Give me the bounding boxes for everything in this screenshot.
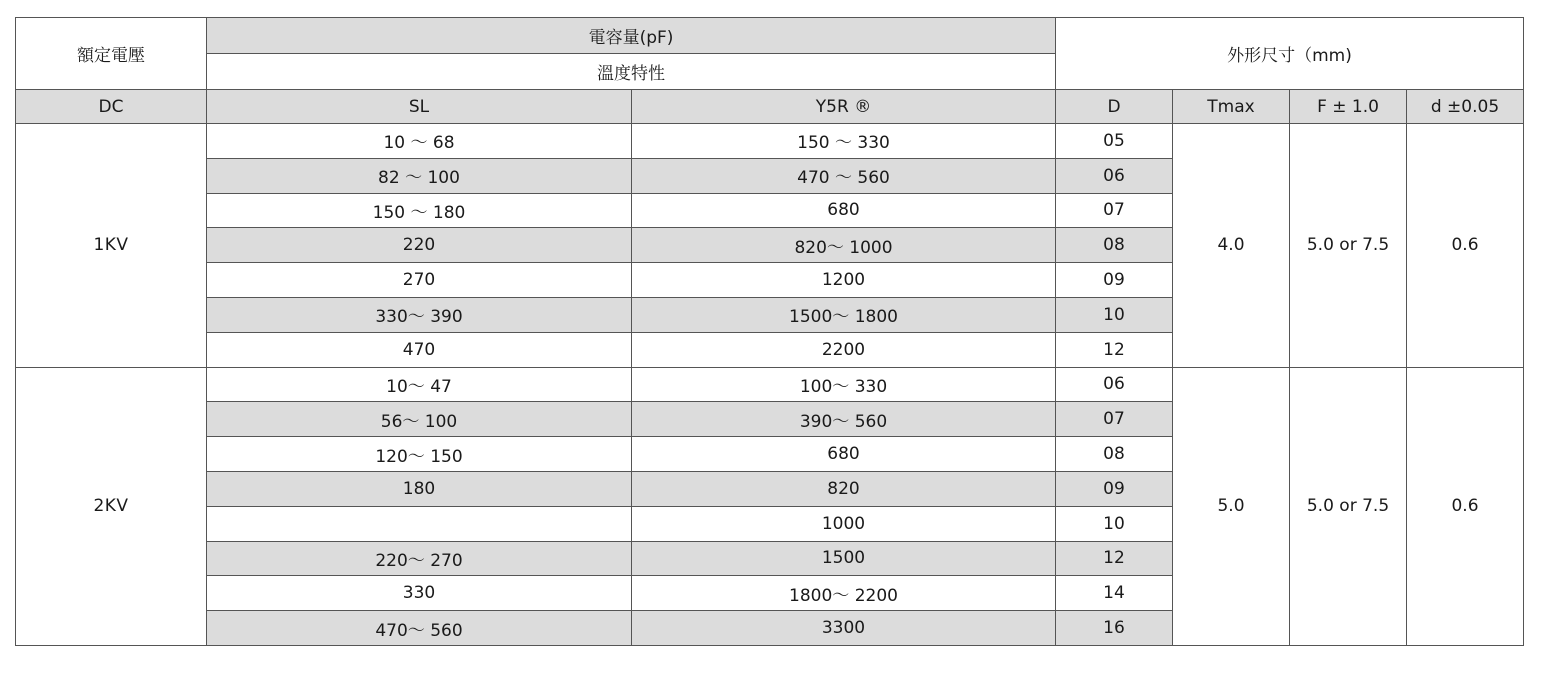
y5r-cell: 150 ～ 330	[632, 124, 1056, 159]
tmax-cell: 4.0	[1173, 124, 1290, 368]
y5r-cell: 820～ 1000	[632, 228, 1056, 263]
sl-cell: 180	[207, 471, 632, 506]
d-cell: 09	[1056, 263, 1173, 298]
sl-cell: 10～ 47	[207, 367, 632, 402]
sl-cell: 120～ 150	[207, 437, 632, 472]
sl-cell: 220～ 270	[207, 541, 632, 576]
y5r-cell: 1500～ 1800	[632, 297, 1056, 332]
d-cell: 09	[1056, 471, 1173, 506]
sl-cell: 10 ～ 68	[207, 124, 632, 159]
header-capacitance: 電容量(pF)	[207, 18, 1056, 54]
f-cell: 5.0 or 7.5	[1290, 124, 1407, 368]
y5r-cell: 680	[632, 437, 1056, 472]
capacitor-spec-table	[15, 17, 1524, 646]
y5r-cell: 100～ 330	[632, 367, 1056, 402]
col-sl: SL	[207, 90, 632, 124]
d-cell: 06	[1056, 367, 1173, 402]
d-cell: 12	[1056, 541, 1173, 576]
d-cell: 05	[1056, 124, 1173, 159]
d-cell: 10	[1056, 297, 1173, 332]
sl-cell	[207, 506, 632, 541]
d-cell: 12	[1056, 332, 1173, 367]
y5r-cell: 820	[632, 471, 1056, 506]
rated-voltage-cell: 2KV	[16, 367, 207, 645]
table-row	[16, 367, 1524, 402]
sl-cell: 470	[207, 332, 632, 367]
y5r-cell: 2200	[632, 332, 1056, 367]
sl-cell: 82 ～ 100	[207, 158, 632, 193]
tmax-cell: 5.0	[1173, 367, 1290, 645]
sl-cell: 470～ 560	[207, 611, 632, 646]
d-cell: 10	[1056, 506, 1173, 541]
sl-cell: 56～ 100	[207, 402, 632, 437]
y5r-cell: 3300	[632, 611, 1056, 646]
y5r-cell: 1000	[632, 506, 1056, 541]
sl-cell: 220	[207, 228, 632, 263]
d-cell: 08	[1056, 437, 1173, 472]
d-cell: 16	[1056, 611, 1173, 646]
d-cell: 07	[1056, 402, 1173, 437]
rated-voltage-cell: 1KV	[16, 124, 207, 368]
header-dimensions: 外形尺寸（mm)	[1056, 18, 1524, 90]
col-d: D	[1056, 90, 1173, 124]
sl-cell: 270	[207, 263, 632, 298]
f-cell: 5.0 or 7.5	[1290, 367, 1407, 645]
d-wire-cell: 0.6	[1407, 367, 1524, 645]
d-cell: 14	[1056, 576, 1173, 611]
sl-cell: 330	[207, 576, 632, 611]
y5r-cell: 1500	[632, 541, 1056, 576]
d-wire-cell: 0.6	[1407, 124, 1524, 368]
d-cell: 07	[1056, 193, 1173, 228]
col-tmax: Tmax	[1173, 90, 1290, 124]
col-dc: DC	[16, 90, 207, 124]
y5r-cell: 390～ 560	[632, 402, 1056, 437]
d-cell: 08	[1056, 228, 1173, 263]
table-row	[16, 124, 1524, 159]
col-y5r: Y5R ®	[632, 90, 1056, 124]
col-d-wire: d ±0.05	[1407, 90, 1524, 124]
y5r-cell: 1200	[632, 263, 1056, 298]
y5r-cell: 1800～ 2200	[632, 576, 1056, 611]
sl-cell: 150 ～ 180	[207, 193, 632, 228]
header-temp-characteristic: 溫度特性	[207, 54, 1056, 90]
d-cell: 06	[1056, 158, 1173, 193]
y5r-cell: 680	[632, 193, 1056, 228]
y5r-cell: 470 ～ 560	[632, 158, 1056, 193]
sl-cell: 330～ 390	[207, 297, 632, 332]
col-f: F ± 1.0	[1290, 90, 1407, 124]
header-rated-voltage: 額定電壓	[16, 18, 207, 90]
